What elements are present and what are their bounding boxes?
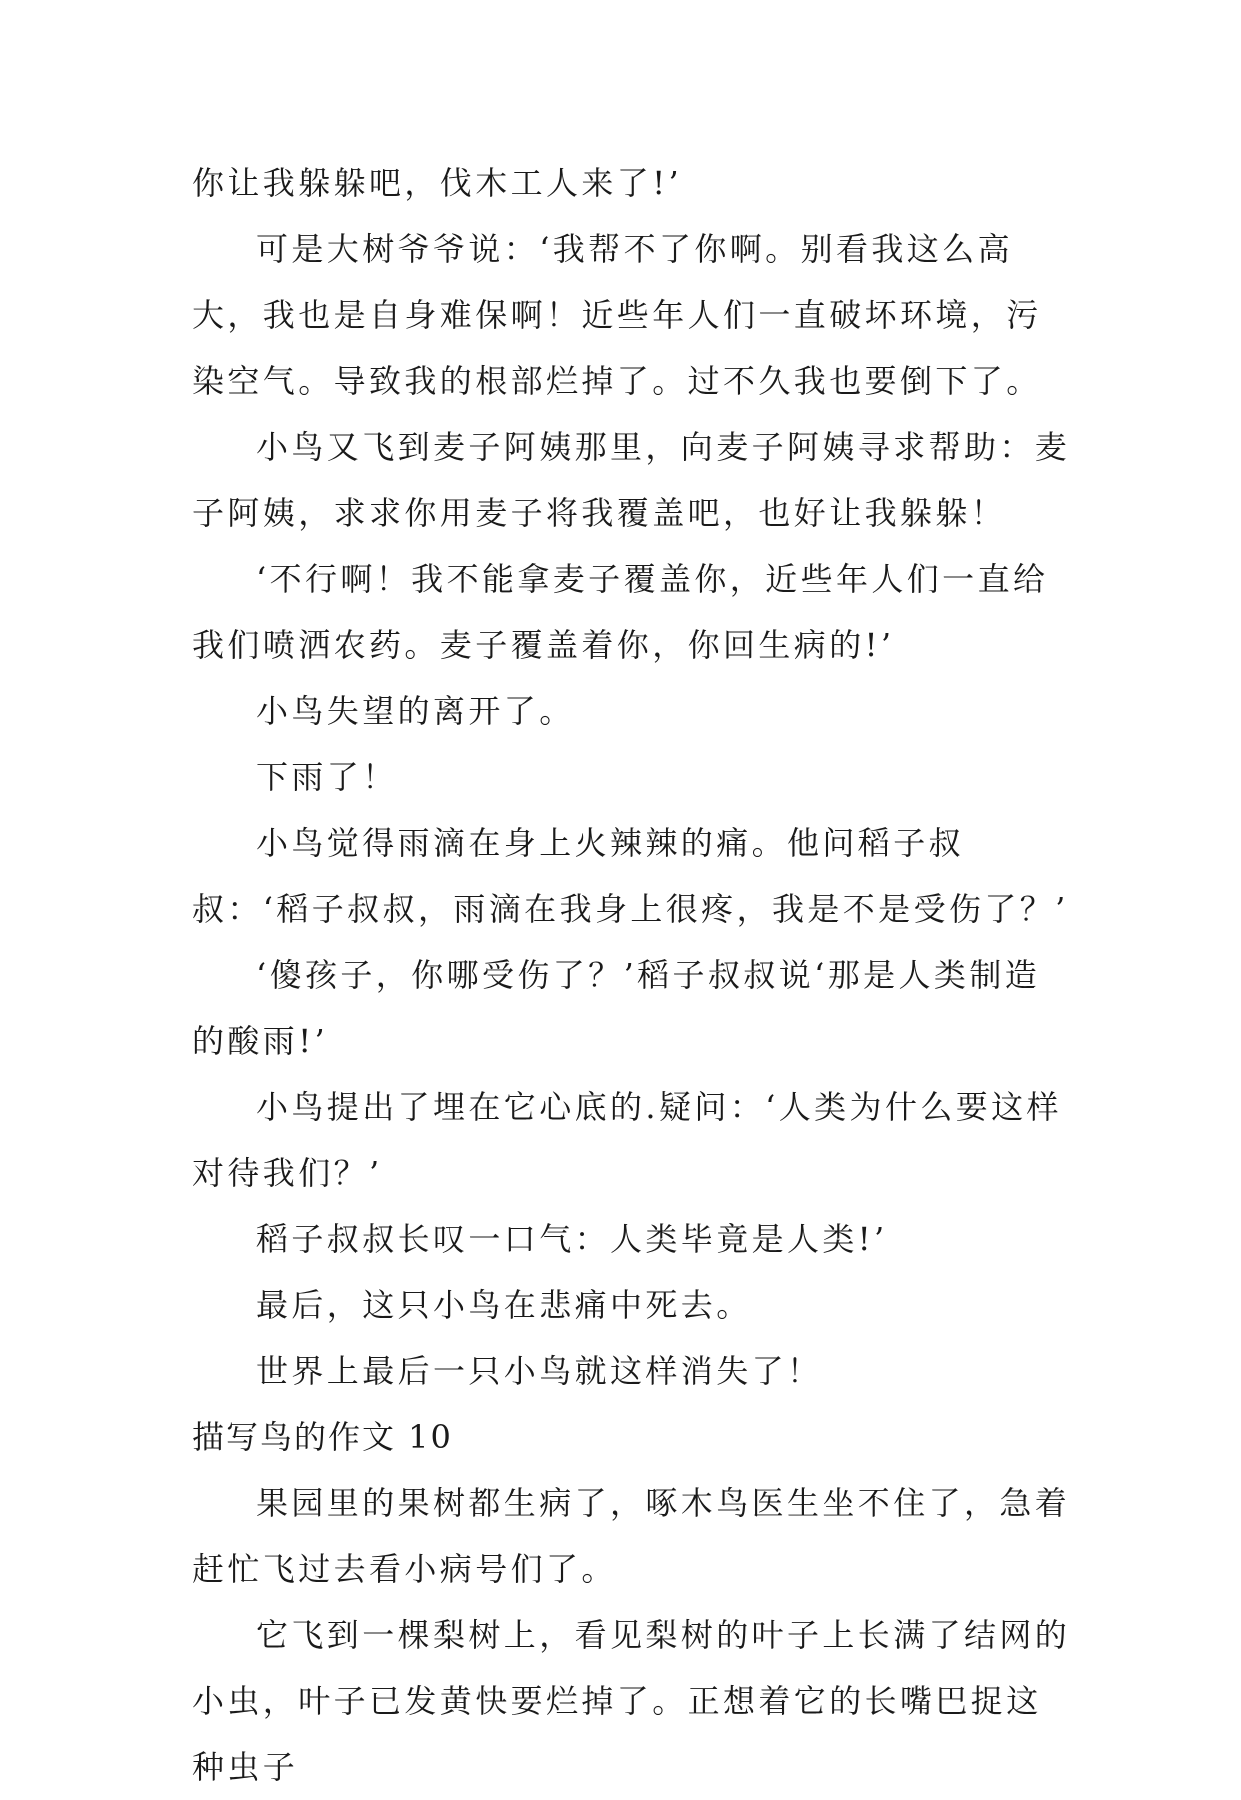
paragraph: 小鸟又飞到麦子阿姨那里，向麦子阿姨寻求帮助：麦子阿姨，求求你用麦子将我覆盖吧，也好让我躲躲！ [192, 428, 1071, 532]
paragraph: 果园里的果树都生病了，啄木鸟医生坐不住了，急着赶忙飞过去看小病号们了。 [192, 1484, 1071, 1588]
section-heading: 描写鸟的作文 10 [192, 1418, 453, 1456]
paragraph: 世界上最后一只小鸟就这样消失了！ [256, 1352, 823, 1390]
paragraph: ‘不行啊！我不能拿麦子覆盖你，近些年人们一直给我们喷洒农药。麦子覆盖着你，你回生病的!’ [192, 560, 1049, 664]
paragraph: 小鸟觉得雨滴在身上火辣辣的痛。他问稻子叔叔：‘稻子叔叔，雨滴在我身上很疼，我是不是受伤了？’ [192, 824, 1069, 928]
paragraph: 最后，这只小鸟在悲痛中死去。 [256, 1286, 752, 1324]
paragraph: 你让我躲躲吧，伐木工人来了!’ [192, 164, 683, 202]
paragraph: 可是大树爷爷说：‘我帮不了你啊。别看我这么高大，我也是自身难保啊！近些年人们一直破坏环境，污染空气。导致我的根部烂掉了。过不久我也要倒下了。 [192, 230, 1042, 400]
paragraph: ‘傻孩子，你哪受伤了？’稻子叔叔说‘那是人类制造的酸雨!’ [192, 956, 1041, 1060]
document-body [192, 150, 1072, 1800]
paragraph: 稻子叔叔长叹一口气：人类毕竟是人类!’ [256, 1220, 888, 1258]
paragraph: 小鸟失望的离开了。 [256, 692, 575, 730]
paragraph: 它飞到一棵梨树上，看见梨树的叶子上长满了结网的小虫，叶子已发黄快要烂掉了。正想着它的长嘴巴捉这种虫子 [192, 1616, 1071, 1786]
paragraph: 下雨了！ [256, 758, 398, 796]
paragraph: 小鸟提出了埋在它心底的.疑问：‘人类为什么要这样对待我们？’ [192, 1088, 1062, 1192]
